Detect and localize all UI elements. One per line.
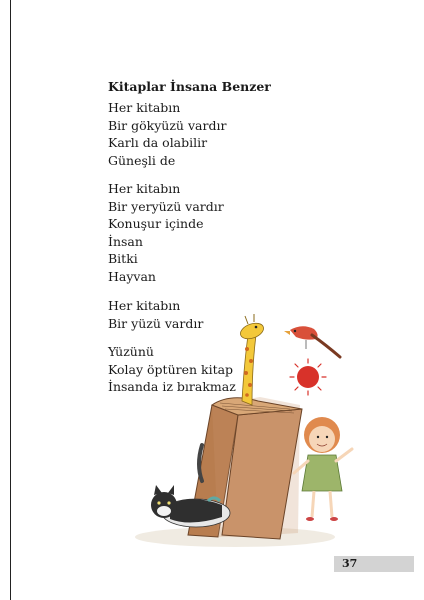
bird-icon [284,326,340,357]
poem-line: Bir yüzü vardır [108,315,204,331]
poem-line: Her kitabın [108,181,181,196]
poem-line: Bitki [108,251,138,267]
poem-line: Güneşli de [108,152,176,168]
poem-line: Her kitabın [108,298,181,313]
poem-line: Konuşur içinde [108,216,204,232]
poem-line: Yüzünü [108,344,154,359]
sun-icon [290,359,326,395]
giraffe-icon [238,314,265,405]
poem-line: İnsanda iz bırakmaz [108,379,236,395]
stanza-2 [108,180,224,286]
poem-line: İnsan [108,233,143,249]
poem-line: Bir gökyüzü vardır [108,117,227,133]
girl-icon [294,417,352,521]
poem-line: Bir yeryüzü vardır [108,198,224,214]
stanza-1 [108,99,226,169]
poem-line: Hayvan [108,268,156,284]
page-number-box [334,556,414,572]
page-edge-line [10,0,11,600]
book-illustration [130,305,360,550]
poem-line: Karlı da olabilir [108,135,208,151]
poem-line: Kolay öptüren kitap [108,361,234,377]
page-number: 37 [342,557,358,570]
poem-title: Kitaplar İnsana Benzer [108,79,271,94]
poem-line: Her kitabın [108,100,181,115]
